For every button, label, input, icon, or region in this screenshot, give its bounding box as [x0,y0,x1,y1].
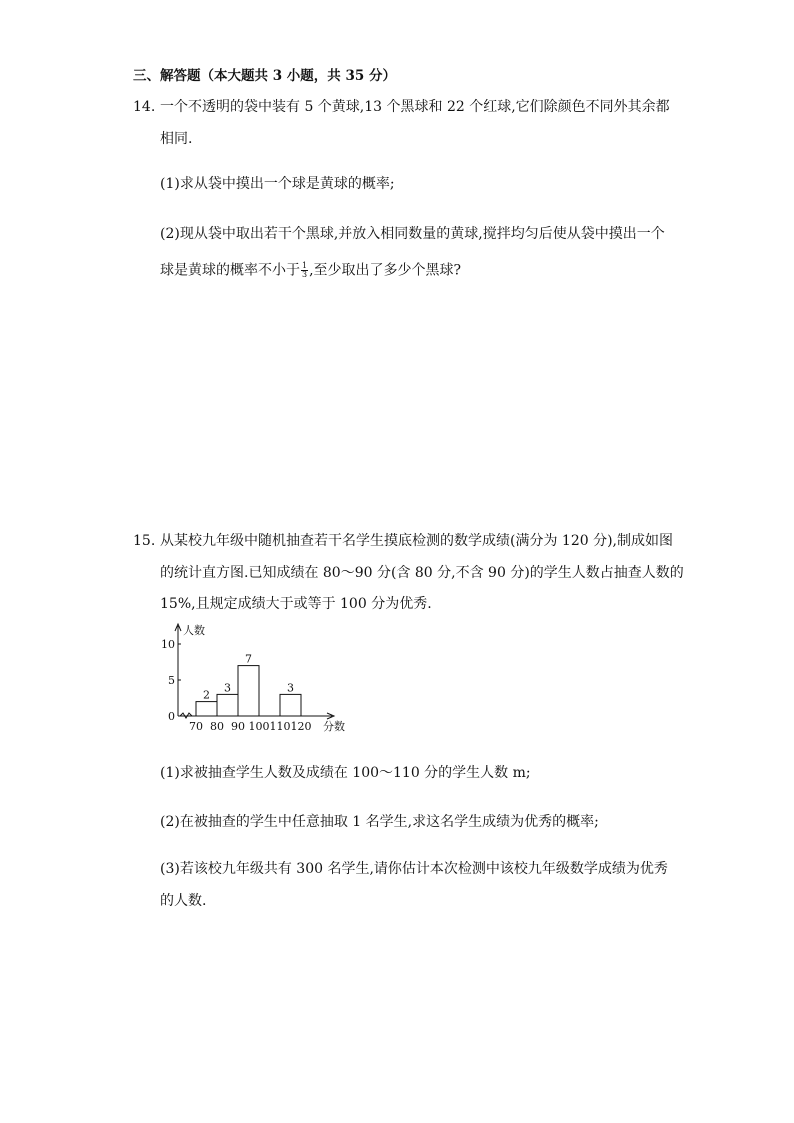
histogram-chart [160,620,360,740]
y-tick-label: 10 [161,638,175,651]
histogram-bar [217,694,238,716]
section-header: 三、解答题（本大题共 3 小题，共 35 分） [133,68,396,84]
question-text-line: 相同. [160,131,193,147]
y-axis-label: 人数 [183,624,205,637]
question-number: 14. [133,99,156,115]
x-tick-label: 70 [189,720,203,733]
fraction-numerator: 1 [302,261,308,270]
question-part-3-continued: 的人数. [160,893,207,909]
histogram-bar [238,666,259,716]
question-text-line: 从某校九年级中随机抽查若干名学生摸底检测的数学成绩(满分为 120 分),制成如图 [160,533,673,549]
chart-bars [196,666,301,716]
x-tick-label: 80 [210,720,224,733]
bar-value-label: 3 [224,681,231,695]
bar-value-label: 3 [287,681,294,695]
text-fragment: ,至少取出了多少个黑球? [309,262,462,279]
x-tick-label: 120 [290,720,312,733]
question-part-1: (1)求被抽查学生人数及成绩在 100～110 分的学生人数 m; [160,765,531,781]
question-text-line: 15%,且规定成绩大于或等于 100 分为优秀. [160,596,432,612]
y-tick-label: 0 [168,710,175,723]
question-part-2: (2)在被抽查的学生中任意抽取 1 名学生,求这名学生成绩为优秀的概率; [160,814,599,830]
question-part-1: (1)求从袋中摸出一个球是黄球的概率; [160,176,395,192]
y-tick-label: 5 [168,674,175,687]
histogram-bar [280,694,301,716]
question-part-2-continued [160,262,461,279]
histogram-bar [196,702,217,716]
x-tick-label: 100 [248,720,270,733]
question-text-line: 的统计直方图.已知成绩在 80～90 分(含 80 分,不含 90 分)的学生人数占抽查人数的 [160,565,684,581]
text-fragment: 球是黄球的概率不小于 [160,262,300,279]
x-tick-label: 110 [269,720,291,733]
question-number: 15. [133,533,156,549]
bar-value-label: 7 [245,652,252,666]
fraction-denominator: 3 [302,270,308,279]
question-part-2: (2)现从袋中取出若干个黑球,并放入相同数量的黄球,搅拌均匀后使从袋中摸出一个 [160,226,665,242]
x-tick-label: 90 [231,720,245,733]
question-part-3: (3)若该校九年级共有 300 名学生,请你估计本次检测中该校九年级数学成绩为优秀 [160,861,668,877]
bar-value-label: 2 [203,688,210,702]
fraction [301,262,308,279]
question-text-line: 一个不透明的袋中装有 5 个黄球,13 个黑球和 22 个红球,它们除颜色不同外其余都 [160,99,670,115]
x-axis-label: 分数 [323,720,345,733]
